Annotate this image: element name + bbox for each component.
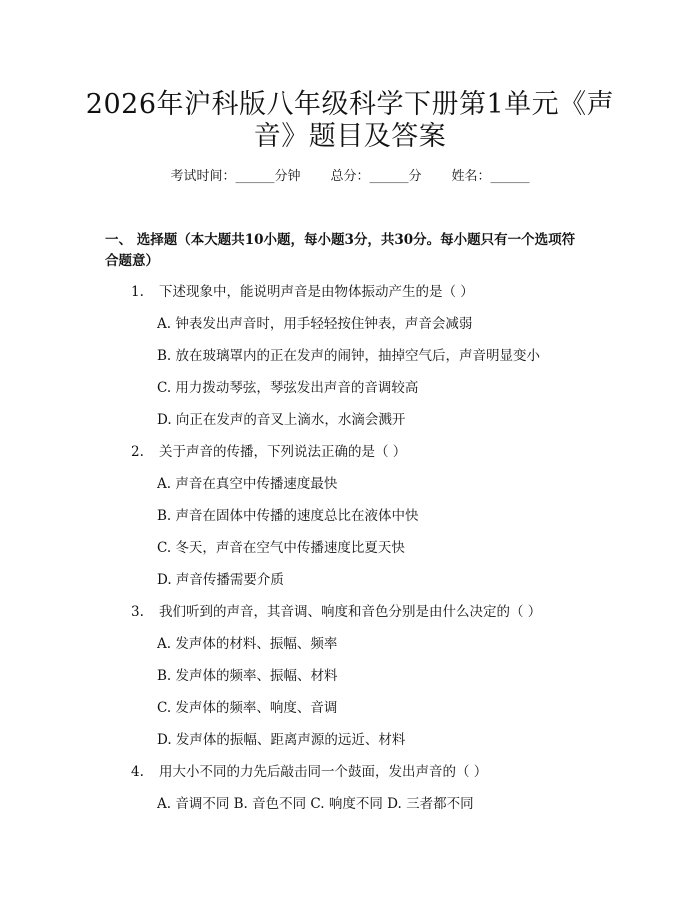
question-3-option-c: C. 发声体的频率、响度、音调 [157, 700, 338, 716]
exam-meta [0, 168, 700, 186]
question-stem: 关于声音的传播，下列说法正确的是（ ） [159, 444, 407, 460]
document-title-line-1: 2026年沪科版八年级科学下册第1单元《声 [85, 89, 615, 120]
question-1-option-b: B. 放在玻璃罩内的正在发声的闹钟，抽掉空气后，声音明显变小 [157, 348, 541, 364]
question-number: 1. [131, 284, 144, 300]
question-2-option-b: B. 声音在固体中传播的速度总比在液体中快 [157, 508, 419, 524]
question-3 [131, 602, 601, 622]
question-number: 4. [131, 764, 144, 780]
section-heading-line-2: 合题意） [105, 253, 159, 269]
question-2-option-c: C. 冬天，声音在空气中传播速度比夏天快 [157, 540, 405, 556]
section-heading-line-1: 一、 选择题（本大题共10小题，每小题3分，共30分。每小题只有一个选项符 [105, 232, 576, 248]
document-title-line-2: 音》题目及答案 [253, 121, 447, 152]
question-2-option-a: A. 声音在真空中传播速度最快 [157, 476, 338, 492]
question-1-option-c: C. 用力拨动琴弦，琴弦发出声音的音调较高 [157, 380, 419, 396]
student-name-field: 姓名：______ [451, 169, 530, 184]
question-3-option-a: A. 发声体的材料、振幅、频率 [157, 636, 338, 652]
question-1 [131, 282, 601, 302]
question-number: 3. [131, 604, 144, 620]
question-stem: 下述现象中，能说明声音是由物体振动产生的是（ ） [159, 284, 474, 300]
question-4-options: A. 音调不同 B. 音色不同 C. 响度不同 D. 三者都不同 [157, 796, 474, 812]
total-score-field: 总分：______分 [330, 169, 422, 184]
question-3-option-b: B. 发声体的频率、振幅、材料 [157, 668, 338, 684]
question-1-option-d: D. 向正在发声的音叉上滴水，水滴会溅开 [157, 412, 406, 428]
question-2 [131, 442, 601, 462]
question-4 [131, 762, 601, 782]
question-1-option-a: A. 钟表发出声音时，用手轻轻按住钟表，声音会减弱 [157, 316, 473, 332]
question-stem: 用大小不同的力先后敲击同一个鼓面，发出声音的（ ） [159, 764, 488, 780]
exam-time-field: 考试时间：______分钟 [170, 169, 301, 184]
question-2-option-d: D. 声音传播需要介质 [157, 572, 284, 588]
question-number: 2. [131, 444, 144, 460]
question-3-option-d: D. 发声体的振幅、距离声源的远近、材料 [157, 732, 406, 748]
question-stem: 我们听到的声音，其音调、响度和音色分别是由什么决定的（ ） [159, 604, 542, 620]
